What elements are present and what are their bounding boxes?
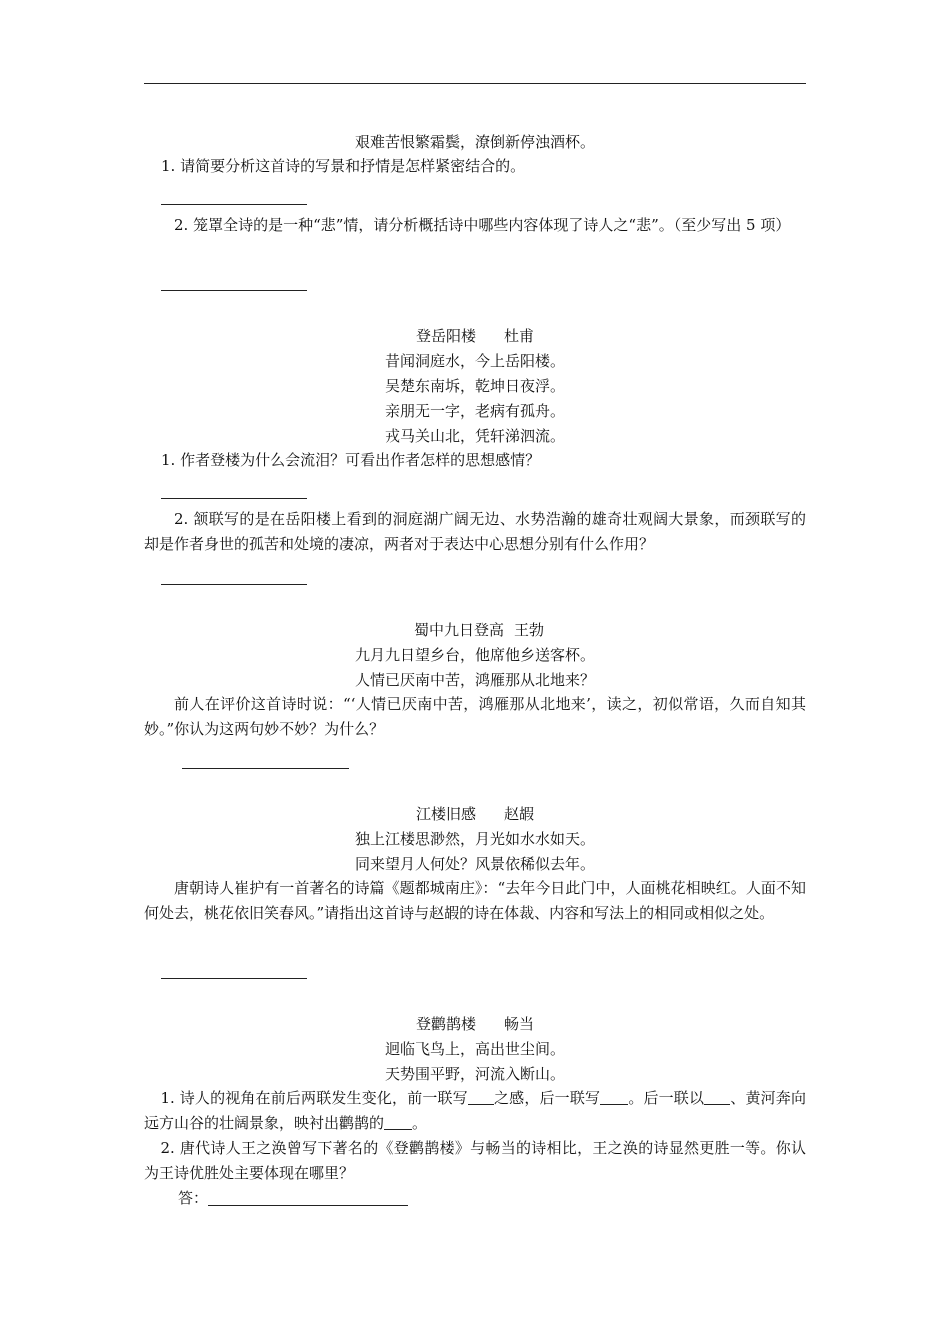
header-rule <box>144 83 806 84</box>
poem-verse: 人情已厌南中苦，鸿雁那从北地来？ <box>354 671 595 689</box>
title-text: 江楼旧感 <box>415 805 476 823</box>
answer-line[interactable] <box>161 204 307 205</box>
question: 前人在评价这首诗时说：“‘人情已厌南中苦，鸿雁那从北地来’，读之，初似常语，久而自知其妙。”你认为这两句妙不妙？为什么？ <box>144 695 806 738</box>
poem-author: 杜甫 <box>504 327 535 345</box>
question: 唐朝诗人崔护有一首著名的诗篇《题都城南庄》：“去年今日此门中，人面桃花相映红。人面不知何处去，桃花依旧笑春风。”请指出这首诗与赵嘏的诗在体裁、内容和写法上的相同或相似之处。 <box>144 879 806 922</box>
poem-verse: 吴楚东南坼，乾坤日夜浮。 <box>384 377 565 395</box>
poem-verse: 亲朋无一字，老病有孤舟。 <box>384 402 565 420</box>
question-2: 2. 颔联写的是在岳阳楼上看到的洞庭湖广阔无边、水势浩瀚的雄奇壮观阔大景象，而颈联写的却是作者身世的孤苦和处境的凄凉，两者对于表达中心思想分别有什么作用？ <box>144 510 806 553</box>
poem-verse: 昔闻洞庭水，今上岳阳楼。 <box>384 352 565 370</box>
fill-blank[interactable] <box>384 1115 412 1130</box>
question-text: 之感，后一联写 <box>493 1089 601 1107</box>
fill-blank[interactable] <box>600 1090 628 1105</box>
title-text: 登岳阳楼 <box>415 327 476 345</box>
poem-author: 赵嘏 <box>504 805 535 823</box>
poem-title <box>144 325 806 347</box>
poem-author: 王勃 <box>514 621 545 639</box>
poem-verse: 戎马关山北，凭轩涕泗流。 <box>384 427 565 445</box>
title-text: 蜀中九日登高 <box>413 621 504 639</box>
question-text: 、黄河奔向远方山谷的壮阔景象，映衬出鹳鹊的 <box>144 1089 806 1132</box>
question-text: 。后一联以 <box>628 1089 705 1107</box>
answer-line[interactable] <box>161 584 307 585</box>
question-text: 。 <box>412 1114 428 1132</box>
question-2: 2. 笼罩全诗的是一种“悲”情，请分析概括诗中哪些内容体现了诗人之“悲”。（至少写出 5 项） <box>174 216 791 234</box>
answer-label: 答： <box>178 1189 209 1207</box>
fill-blank[interactable] <box>468 1090 494 1105</box>
question-1: 1. 请简要分析这首诗的写景和抒情是怎样紧密结合的。 <box>161 157 526 175</box>
poem-title <box>144 803 806 825</box>
poem-verse: 天势围平野，河流入断山。 <box>384 1065 565 1083</box>
poem-verse: 迥临飞鸟上，高出世尘间。 <box>384 1040 565 1058</box>
answer-row <box>144 1187 806 1209</box>
poem-verse: 艰难苦恨繁霜鬓，潦倒新停浊酒杯。 <box>354 133 595 151</box>
question-1: 1. 作者登楼为什么会流泪？可看出作者怎样的思想感情？ <box>161 451 541 469</box>
answer-line[interactable] <box>161 978 307 979</box>
question-text: 1. 诗人的视角在前后两联发生变化，前一联写 <box>160 1089 468 1107</box>
poem-verse: 九月九日望乡台，他席他乡送客杯。 <box>354 646 595 664</box>
answer-line[interactable] <box>208 1189 408 1206</box>
question-2: 2. 唐代诗人王之涣曾写下著名的《登鹳鹊楼》与畅当的诗相比，王之涣的诗显然更胜一等。你认为王诗优胜处主要体现在哪里？ <box>144 1139 806 1182</box>
poem-verse: 同来望月人何处？风景依稀似去年。 <box>354 855 595 873</box>
poem-verse: 独上江楼思渺然，月光如水水如天。 <box>354 830 595 848</box>
poem-author: 畅当 <box>504 1015 535 1033</box>
answer-line[interactable] <box>161 498 307 499</box>
fill-blank[interactable] <box>704 1090 730 1105</box>
answer-line[interactable] <box>182 768 349 769</box>
title-text: 登鹳鹊楼 <box>415 1015 476 1033</box>
poem-title <box>144 619 806 641</box>
answer-line[interactable] <box>161 290 307 291</box>
poem-title <box>144 1013 806 1035</box>
question-1 <box>144 1086 806 1136</box>
